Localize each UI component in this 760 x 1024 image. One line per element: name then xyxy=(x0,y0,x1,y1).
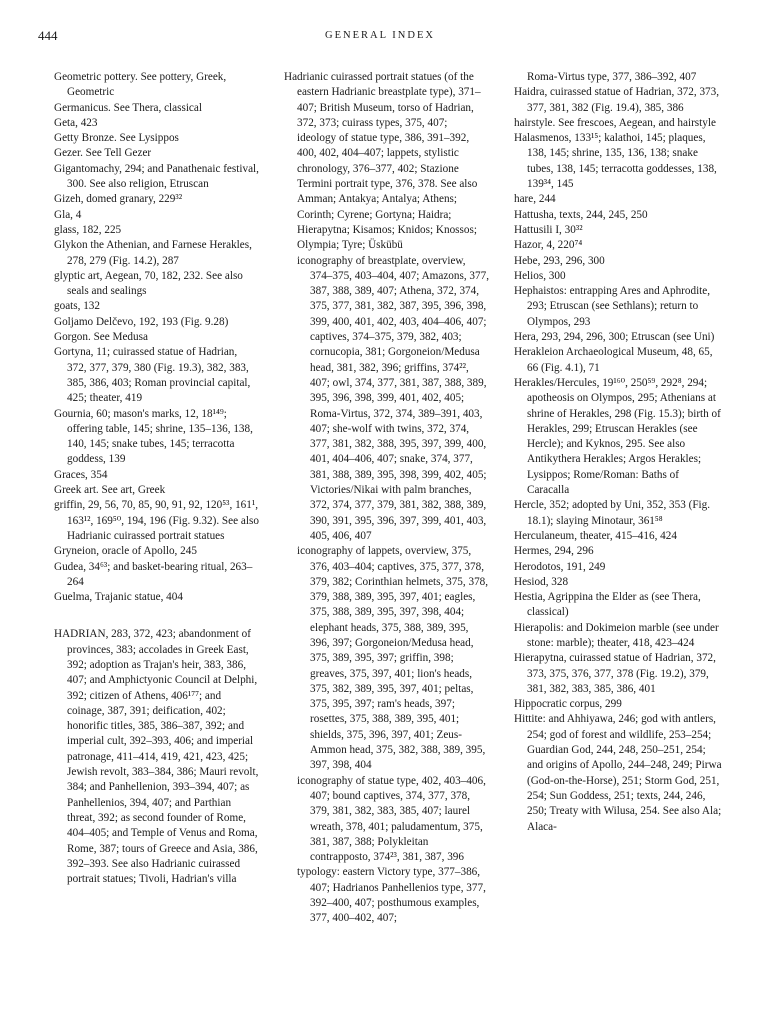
index-entry: goats, 132 xyxy=(54,300,100,313)
index-entry: Gudea, 34⁶³; and basket-bearing ritual, 263–264 xyxy=(54,560,253,588)
running-title: GENERAL INDEX xyxy=(325,30,435,41)
index-entry: Gigantomachy, 294; and Panathenaic festival, 300. See also religion, Etruscan xyxy=(54,162,259,191)
index-entry: Herodotos, 191, 249 xyxy=(514,560,606,573)
index-entry: Hierapytna, cuirassed statue of Hadrian, 372, 373, 375, 376, 377, 378 (Fig. 19.2), 379, 381, 382, 383, 385, 386, 401 xyxy=(514,652,716,695)
index-entry: hare, 244 xyxy=(514,193,556,206)
index-entry: Hazor, 4, 220⁷⁴ xyxy=(514,239,583,252)
index-entry: Herakles/Hercules, 19¹⁶⁰, 250⁵⁹, 292⁸, 294; apotheosis on Olympos, 295; Athenians at shrine of Herakles, 298 (Fig. 15.3); birth of Herakles, 299; Etruscan Herakles (see Hercle); and Kyknos, 295. See also Antikythera Herakles; Argos Herakles; Lysippos; Rome/Roman: Baths of Caracalla xyxy=(514,376,721,497)
page-header xyxy=(38,28,722,48)
index-entry: glass, 182, 225 xyxy=(54,223,122,236)
index-entry: iconography of breastplate, overview, 374–375, 403–404, 407; Amazons, 377, 387, 388, 389, 407; Athena, 372, 374, 375, 377, 381, 382, 387, 395, 396, 398, 399, 400, 401, 402, 403, 404–406, 407; captives, 374–375, 379, 382, 403; cornucopia, 381; Gorgoneion/Medusa head, 381, 382, 396; griffins, 374²², 407; owl, 374, 377, 381, 387, 388, 389, 395, 396, 398, 399, 401, 402, 405; Roma-Virtus, 372, 374, 389–391, 403, 407; she-wolf with twins, 372, 374, 377, 381, 382, 388, 395, 397, 399, 400, 401, 404–406, 407; snake, 374, 377, 381, 388, 389, 395, 398, 399, 402, 405; Victories/Nikai with palm branches, 372, 374, 377, 379, 381, 382, 388, 389, 390, 391, 395, 396, 397, 399, 401, 403, 405, 406, 407 xyxy=(297,254,489,542)
index-entry: Geometric pottery. See pottery, Greek, Geometric xyxy=(54,71,227,99)
group-divider xyxy=(54,605,259,627)
index-entry: Gla, 4 xyxy=(54,208,82,221)
index-entry: glyptic art, Aegean, 70, 182, 232. See also seals and sealings xyxy=(54,269,243,298)
index-entry: Gezer. See Tell Gezer xyxy=(54,147,152,160)
index-entry: Goljamo Delčevo, 192, 193 (Fig. 9.28) xyxy=(54,315,229,328)
index-entry: Getty Bronze. See Lysippos xyxy=(54,132,179,145)
index-entry: Hittite: and Ahhiyawa, 246; god with antlers, 254; god of forest and wildlife, 253–254; Guardian God, 244, 248, 250–251, 254; and origins of Apollo, 244–248, 249; Pirwa (God-on-the-Horse), 251; Storm God, 251, 254; Sun Goddess, 251; texts, 244, 246, 250; Treaty with Wilusa, 254. See also Ala; Alaca- xyxy=(514,713,722,833)
index-entry: hairstyle. See frescoes, Aegean, and hairstyle xyxy=(514,116,716,129)
index-entry: Glykon the Athenian, and Farnese Herakles, 278, 279 (Fig. 14.2), 287 xyxy=(54,239,252,267)
index-entry: Hercle, 352; adopted by Uni, 352, 353 (Fig. 18.1); slaying Minotaur, 361⁵⁸ xyxy=(514,499,711,527)
index-entry: Hermes, 294, 296 xyxy=(514,545,594,558)
index-entry: griffin, 29, 56, 70, 85, 90, 91, 92, 120⁵³, 161¹, 163¹², 169⁵⁰, 194, 196 (Fig. 9.32). See also Hadrianic cuirassed portrait statues xyxy=(54,499,259,542)
index-entry: Hadrianic cuirassed portrait statues (of the eastern Hadrianic breastplate type), 371–407; British Museum, torso of Hadrian, 372, 373; cuirass types, 375, 407; ideology of statue type, 386, 391–392, 400, 402, 404–407; lappets, stylistic chronology, 376–377, 402; Stazione Termini portrait type, 376, 378. See also Amman; Antakya; Antalya; Athens; Corinth; Cyrene; Gortyna; Haidra; Hierapytna; Kisamos; Knidos; Knossos; Olympia; Tyre; Üskübü xyxy=(284,71,481,252)
index-column-1 xyxy=(54,70,259,887)
page-number: 444 xyxy=(38,28,58,43)
index-entry: iconography of statue type, 402, 403–406, 407; bound captives, 374, 377, 378, 379, 381, 382, 383, 385, 407; laurel wreath, 378, 401; paludamentum, 375, 381, 387, 388; Polykleitan contrapposto, 374²³, 381, 387, 396 xyxy=(297,774,486,864)
index-column-3 xyxy=(514,70,722,835)
index-entry: Haidra, cuirassed statue of Hadrian, 372, 373, 377, 381, 382 (Fig. 19.4), 385, 386 xyxy=(514,86,720,114)
index-entry: Germanicus. See Thera, classical xyxy=(54,101,202,114)
index-entry: Roma-Virtus type, 377, 386–392, 407 xyxy=(527,71,697,83)
index-entry: Graces, 354 xyxy=(54,468,108,481)
index-entry: Gorgon. See Medusa xyxy=(54,331,148,344)
index-entry: Geta, 423 xyxy=(54,116,98,129)
index-entry: Hattusili I, 30³² xyxy=(514,223,583,236)
index-entry: Hesiod, 328 xyxy=(514,575,569,588)
index-entry: Greek art. See art, Greek xyxy=(54,484,166,497)
index-entry: HADRIAN, 283, 372, 423; abandonment of provinces, 383; accolades in Greek East, 392; adoption as Trajan's heir, 383, 386, 407; and Amphictyonic Council at Delphi, 392; citizen of Athens, 406¹⁷⁷; and coinage, 387, 391; deification, 402; honorific titles, 385, 386–387, 392; and imperial cult, 392–393, 406; and imperial patronage, 411–414, 419, 421, 423, 425; Jewish revolt, 383–384, 386; Mauri revolt, 384; and Panhellenion, 393–394, 407; as Panhellenios, 394, 407; and Parthian threat, 392; as second founder of Rome, 404–405; and Temple of Venus and Roma, Rome, 387; tours of Greece and Asia, 386, 392–393. See also Hadrianic cuirassed portrait statues; Tivoli, Hadrian's villa xyxy=(54,628,259,886)
index-entry: Gizeh, domed granary, 229³² xyxy=(54,193,183,206)
index-entry: Herculaneum, theater, 415–416, 424 xyxy=(514,529,677,542)
index-entry: Guelma, Trajanic statue, 404 xyxy=(54,591,183,604)
index-entry: Gryneion, oracle of Apollo, 245 xyxy=(54,545,197,558)
index-entry: Gortyna, 11; cuirassed statue of Hadrian, 372, 377, 379, 380 (Fig. 19.3), 382, 383, 385, 386, 403; Roman provincial capital, 425; theater, 419 xyxy=(54,346,251,405)
index-entry: Halasmenos, 133¹⁵; kalathoi, 145; plaques, 138, 145; shrine, 135, 136, 138; snake tubes, 138, 145; terracotta goddesses, 138, 139³⁴, 145 xyxy=(514,132,717,191)
index-group-g xyxy=(54,70,259,605)
index-entry: typology: eastern Victory type, 377–386, 407; Hadrianos Panhellenios type, 377, 392–400, 407; posthumous examples, 377, 400–402, 407; xyxy=(297,866,486,925)
index-entry: Hebe, 293, 296, 300 xyxy=(514,254,605,267)
index-entry: Herakleion Archaeological Museum, 48, 65, 66 (Fig. 4.1), 71 xyxy=(514,346,713,374)
index-entry: Helios, 300 xyxy=(514,269,566,282)
index-group-hadrian xyxy=(54,627,259,887)
index-entry: iconography of lappets, overview, 375, 376, 403–404; captives, 375, 377, 378, 379, 382; Corinthian helmets, 375, 378, 379, 388, 389, 395, 397, 401; eagles, 375, 388, 389, 395, 397, 398, 404; elephant heads, 375, 388, 389, 395, 396, 397; Gorgoneion/Medusa head, 375, 389, 395, 397; griffin, 398; greaves, 375, 397, 401; lion's heads, 375, 382, 389, 395, 397, 401; peltas, 375, 395, 397; ram's heads, 397; rosettes, 375, 388, 389, 395, 401; shields, 375, 396, 397, 401; Zeus-Ammon head, 375, 382, 388, 389, 395, 397, 398, 404 xyxy=(297,545,489,772)
index-entry: Hera, 293, 294, 296, 300; Etruscan (see Uni) xyxy=(514,331,715,344)
index-entry: Hattusha, texts, 244, 245, 250 xyxy=(514,208,648,221)
index-entry: Gournia, 60; mason's marks, 12, 18¹⁴⁹; offering table, 145; shrine, 135–136, 138, 140, 145; snake tubes, 145; terracotta goddess, 139 xyxy=(54,407,253,466)
index-entry: Hestia, Agrippina the Elder as (see Thera, classical) xyxy=(514,591,701,619)
index-entry: Hierapolis: and Dokimeion marble (see under stone: marble); theater, 418, 423–424 xyxy=(514,621,719,649)
index-entry: Hephaistos: entrapping Ares and Aphrodite, 293; Etruscan (see Sethlans); return to Olympos, 293 xyxy=(514,285,711,328)
index-entry: Hippocratic corpus, 299 xyxy=(514,698,622,711)
index-column-2 xyxy=(284,70,489,927)
